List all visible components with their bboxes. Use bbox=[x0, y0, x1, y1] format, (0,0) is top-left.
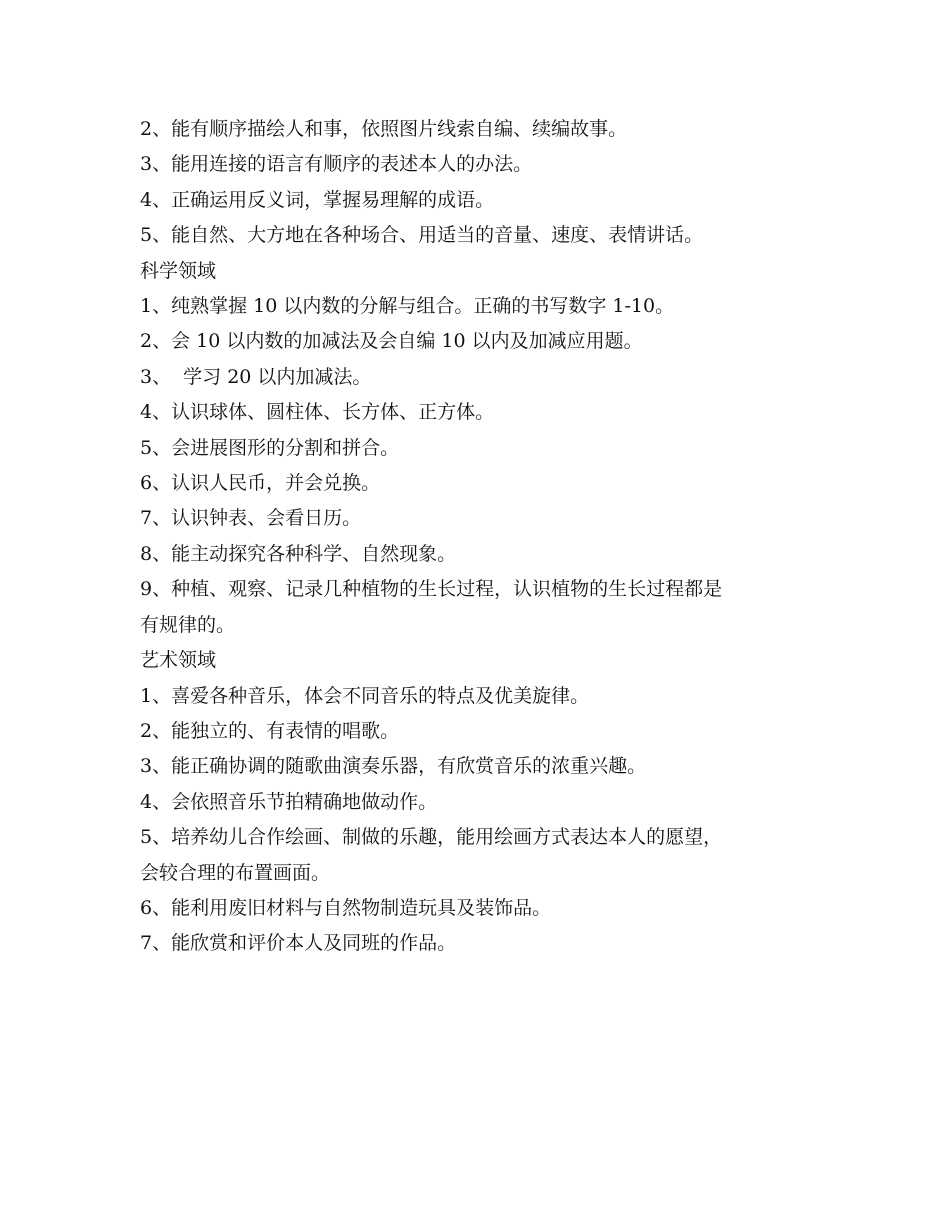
science-item-6: 6、认识人民币，并会兑换。 bbox=[140, 472, 381, 495]
art-item-5: 5、培养幼儿合作绘画、制做的乐趣，能用绘画方式表达本人的愿望， bbox=[140, 826, 723, 849]
document-page bbox=[140, 112, 830, 962]
science-item-9: 9、种植、观察、记录几种植物的生长过程，认识植物的生长过程都是 bbox=[140, 578, 723, 601]
science-heading: 科学领域 bbox=[140, 259, 217, 282]
science-item-4: 4、认识球体、圆柱体、长方体、正方体。 bbox=[140, 401, 495, 424]
art-item-3: 3、能正确协调的随歌曲演奏乐器，有欣赏音乐的浓重兴趣。 bbox=[140, 755, 647, 778]
science-item-2: 2、会 10 以内数的加减法及会自编 10 以内及加减应用题。 bbox=[140, 330, 643, 353]
art-item-4: 4、会依照音乐节拍精确地做动作。 bbox=[140, 790, 438, 813]
science-item-9-continued: 有规律的。 bbox=[140, 613, 236, 636]
art-item-6: 6、能利用废旧材料与自然物制造玩具及装饰品。 bbox=[140, 896, 552, 919]
art-item-7: 7、能欣赏和评价本人及同班的作品。 bbox=[140, 932, 457, 955]
language-item-2: 2、能有顺序描绘人和事，依照图片线索自编、续编故事。 bbox=[140, 118, 628, 140]
art-heading: 艺术领域 bbox=[140, 649, 217, 672]
art-item-2: 2、能独立的、有表情的唱歌。 bbox=[140, 719, 400, 742]
art-item-1: 1、喜爱各种音乐，体会不同音乐的特点及优美旋律。 bbox=[140, 684, 590, 707]
science-item-8: 8、能主动探究各种科学、自然现象。 bbox=[140, 542, 457, 565]
language-item-5: 5、能自然、大方地在各种场合、用适当的音量、速度、表情讲话。 bbox=[140, 224, 704, 247]
language-item-4: 4、正确运用反义词，掌握易理解的成语。 bbox=[140, 188, 495, 211]
art-item-5-continued: 会较合理的布置画面。 bbox=[140, 861, 331, 884]
science-item-3: 3、 学习 20 以内加减法。 bbox=[140, 365, 372, 388]
science-item-7: 7、认识钟表、会看日历。 bbox=[140, 507, 362, 530]
language-item-3: 3、能用连接的语言有顺序的表述本人的办法。 bbox=[140, 153, 533, 176]
science-item-5: 5、会进展图形的分割和拼合。 bbox=[140, 436, 400, 459]
science-item-1: 1、纯熟掌握 10 以内数的分解与组合。正确的书写数字 1-10。 bbox=[140, 295, 675, 318]
